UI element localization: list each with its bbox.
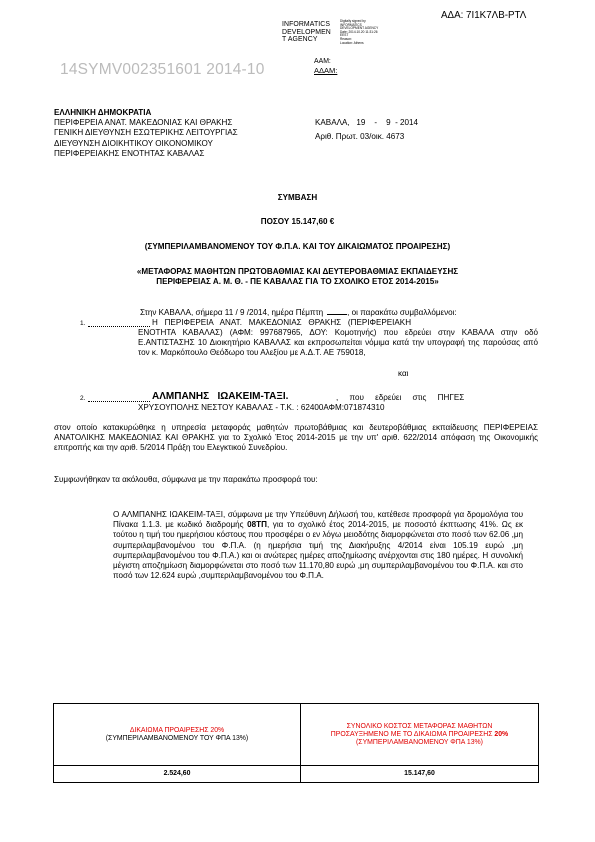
signature-detail: Location: Athens — [340, 40, 364, 45]
fee-table-header-row — [54, 704, 539, 766]
adam-label: ΑΔΑΜ: — [314, 66, 338, 75]
contract-subject-line: ΠΕΡΙΦΕΡΕΙΑΣ Α. Μ. Θ. - ΠΕ ΚΑΒΑΛΑΣ ΓΙΑ ΤΟ ΣΧΟΛΙΚΟ ΕΤΟΣ 2014-2015» — [156, 277, 439, 286]
total-cost-label: ΣΥΝΟΛΙΚΟ ΚΟΣΤΟΣ ΜΕΤΑΦΟΡΑΣ ΜΑΘΗΤΩΝ — [346, 722, 493, 730]
issuer-line: ΠΕΡΙΦΕΡΕΙΑ ΑΝΑΤ. ΜΑΚΕΔΟΝΙΑΣ ΚΑΙ ΘΡΑΚΗΣ — [54, 118, 233, 128]
party-1-and: και — [398, 369, 409, 378]
signature-detail: DEVELOPMENT AGENCY — [340, 26, 379, 31]
option-right-amount: 2.524,60 — [54, 766, 301, 783]
total-cost-header — [301, 704, 539, 766]
parties-intro-text: Στην ΚΑΒΑΛΑ, σήμερα 11 / 9 /2014, ημέρα Πέμπτη — [140, 308, 324, 317]
total-cost-label — [305, 731, 534, 739]
protocol-number: Αριθ. Πρωτ. 03/οικ. 4673 — [315, 132, 405, 141]
offer-text: Ο ΑΛΜΠΑΝΗΣ ΙΩΑΚΕΙΜ-ΤΑΞΙ, σύμφωνα με την Υπεύθυνη Δήλωσή του, κατέθεσε προσφορά για δρομολόγια του Πίνακα 1.1.3. με κωδικό διαδρομής — [113, 510, 523, 530]
parties-intro-end: , οι παρακάτω συμβαλλόμενοι: — [347, 308, 457, 317]
parties-intro — [140, 307, 457, 318]
signature-detail: Date: 2014.10.20 11:31:26 — [340, 29, 378, 34]
party-1-lead: Η ΠΕΡΙΦΕΡΕΙΑ ΑΝΑΤ. ΜΑΚΕΔΟΝΙΑΣ ΘΡΑΚΗΣ (ΠΕΡΙΦΕΡΕΙΑΚΗ — [152, 318, 412, 327]
contract-title: ΣΥΜΒΑΣΗ — [277, 193, 318, 202]
fee-table — [53, 703, 539, 783]
registration-number-watermark: 14SYMV002351601 2014-10 — [60, 61, 265, 78]
option-right-header — [54, 704, 301, 766]
vat-note: (ΣΥΜΠΕΡΙΛΑΜΒΑΝΟΜΕΝΟΥ ΤΟΥ Φ.Π.Α. ΚΑΙ ΤΟΥ ΔΙΚΑΙΩΜΑΤΟΣ ΠΡΟΑΙΡΕΣΗΣ) — [144, 242, 451, 251]
signature-detail: Digitally signed by — [340, 19, 366, 23]
blank-line — [327, 307, 347, 315]
signature-org-line: T AGENCY — [282, 36, 318, 44]
agreement-line: Συμφωνήθηκαν τα ακόλουθα, σύμφωνα με την παρακάτω προσφορά του: — [54, 475, 318, 484]
aam-label: ΑΑΜ: — [314, 58, 331, 65]
signature-detail: EEST — [340, 33, 349, 38]
option-right-vat: (ΣΥΜΠΕΡΙΛΑΜΒΑΝΟΜΕΝΟΥ ΤΟΥ ΦΠΑ 13%) — [105, 734, 249, 742]
digital-signature-org — [282, 21, 342, 44]
party-2-name: ΑΛΜΠΑΝΗΣ ΙΩΑΚΕΙΜ-ΤΑΞΙ. — [152, 391, 289, 402]
issuer-line: ΔΙΕΥΘΥΝΣΗ ΔΙΟΙΚΗΤΙΚΟΥ ΟΙΚΟΝΟΜΙΚΟΥ — [54, 138, 213, 148]
offer-text-rest: , για το σχολικό έτος 2014-2015, με ποσοστό έκπτωσης 41%. Ως εκ τούτου η τιμή του ημερήσιου κόστους που προσφέρει ο εν λόγω μειοδότης διαμορφώνεται στο ποσό των 62.06 ,μη συμπεριλαμβανομένου του Φ.Π.Α. (η ημερήσια τιμή της Διακήρυξης 4/2014 είναι 105.19 ευρώ ,μη συμπεριλαμβανομένου του Φ.Π.Α.) και οι ανώτερες ημέρες αποζημίωσης ανέρχονται στις 180 ημέρες. Η συνολική μέγιστη αποζημίωση διαμορφώνεται στο ποσό των 11.170,80 ευρώ ,μη συμπεριλαμβανομένου του Φ.Π.Α. και στο ποσό των 12.624 ευρώ ,συμπεριλαμβανομένου του Φ.Π.Α. — [113, 520, 523, 581]
total-cost-percent: 20% — [494, 730, 509, 738]
issuer-line: ΠΕΡΙΦΕΡΕΙΑΚΗΣ ΕΝΟΤΗΤΑΣ ΚΑΒΑΛΑΣ — [54, 148, 205, 158]
signature-org-line: INFORMATICS — [282, 21, 331, 28]
dotted-blank — [88, 394, 150, 402]
total-cost-vat: (ΣΥΜΠΕΡΙΛΑΜΒΑΝΟΜΕΝΟΥ ΦΠΑ 13%) — [356, 738, 483, 746]
party-1-details: ΕΝΟΤΗΤΑ ΚΑΒΑΛΑΣ) (ΑΦΜ: 997687965, ΔΟΥ: Κομοτηνής) που εδρεύει στην ΚΑΒΑΛΑ στην οδό Ε.ΑΝΤΙΣΤΑΣΗΣ 10 Διοικητήριο ΚΑΒΑΛΑΣ και εκπροσωπείται νόμιμα κατά την υπογραφή της παρούσας από τον κ. Μαρκόπουλο Θεόδωρο του Αλεξίου με Α.Δ.Τ. ΑΕ 759018, — [138, 328, 538, 358]
signature-org-line: DEVELOPMEN — [282, 28, 331, 36]
fee-table-value-row — [54, 766, 539, 783]
option-right-label: ΔΙΚΑΙΩΜΑ ΠΡΟΑΙΡΕΣΗΣ 20% — [129, 726, 225, 734]
document-date: ΚΑΒΑΛΑ, 19 - 9 - 2014 — [315, 118, 419, 127]
contract-subject-line: «ΜΕΤΑΦΟΡΑΣ ΜΑΘΗΤΩΝ ΠΡΩΤΟΒΑΘΜΙΑΣ ΚΑΙ ΔΕΥΤΕΡΟΒΑΘΜΙΑΣ ΕΚΠΑΙΔΕΥΣΗΣ — [136, 267, 459, 276]
digital-signature-details — [340, 20, 380, 45]
ada-code: ΑΔΑ: 7Ι1Κ7ΛΒ-ΡΤΛ — [441, 10, 527, 21]
issuer-republic: ΕΛΛΗΝΙΚΗ ΔΗΜΟΚΡΑΤΙΑ — [54, 108, 152, 117]
signature-detail: Reason: — [340, 36, 352, 41]
total-cost-amount: 15.147,60 — [301, 766, 539, 783]
party-2-number: 2. — [80, 395, 86, 402]
contract-amount: ΠΟΣΟΥ 15.147,60 € — [260, 217, 335, 226]
total-cost-label-text: ΠΡΟΣΑΥΞΗΜΕΝΟ ΜΕ ΤΟ ΔΙΚΑΙΩΜΑ ΠΡΟΑΙΡΕΣΗΣ — [330, 730, 495, 738]
dotted-blank — [88, 319, 150, 327]
signature-detail: INFORMATICS — [340, 22, 362, 27]
route-code: 08ΤΠ — [247, 520, 267, 530]
award-paragraph: στον οποίο κατακυρώθηκε η υπηρεσία μεταφοράς μαθητών πρωτοβάθμιας και δευτεροβάθμιας εκπαίδευσης ΠΕΡΙΦΕΡΕΙΑΣ ΑΝΑΤΟΛΙΚΗΣ ΜΑΚΕΔΟΝΙΑΣ ΚΑΙ ΘΡΑΚΗΣ για το Σχολικό Έτος 2014-2015 με την υπ' αριθ. 622/2014 απόφαση της Οικονομικής επιτροπής και την αριθ. 5/2014 Πράξη του Ελεγκτικού Συνεδρίου. — [54, 423, 538, 453]
offer-paragraph — [113, 510, 523, 581]
issuer-block — [54, 108, 238, 159]
party-1-number: 1. — [80, 320, 86, 327]
party-2-address: ΧΡΥΣΟΥΠΟΛΗΣ ΝΕΣΤΟΥ ΚΑΒΑΛΑΣ - Τ.Κ. : 62400ΑΦΜ:071874310 — [138, 403, 385, 412]
issuer-line: ΓΕΝΙΚΗ ΔΙΕΥΘΥΝΣΗ ΕΣΩΤΕΡΙΚΗΣ ΛΕΙΤΟΥΡΓΙΑΣ — [54, 128, 238, 138]
party-2-seat: , που εδρεύει στις ΠΗΓΕΣ — [336, 393, 465, 402]
